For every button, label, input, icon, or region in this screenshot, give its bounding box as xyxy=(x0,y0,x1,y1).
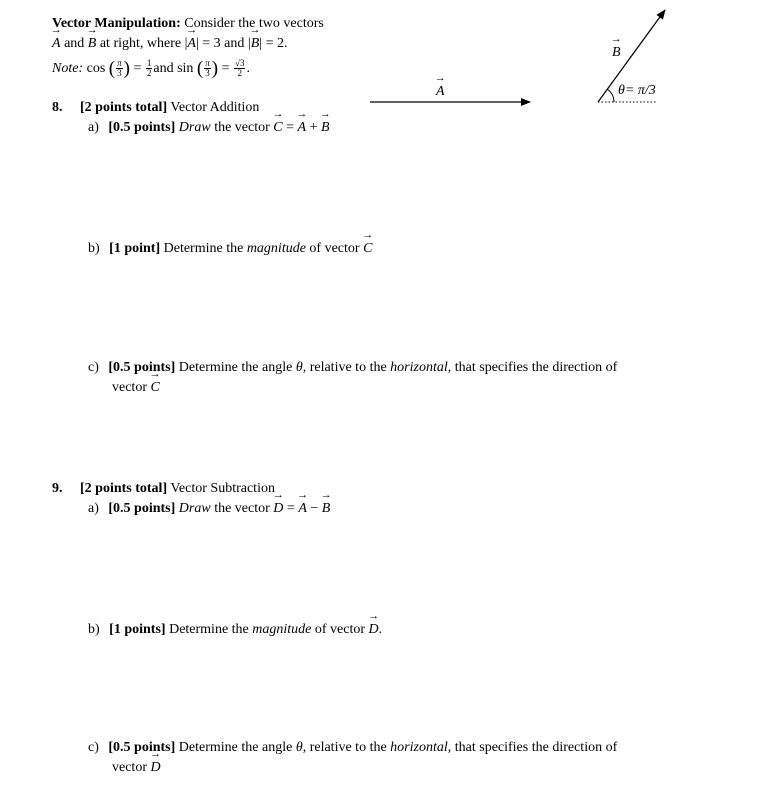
q9-points: [2 points total] xyxy=(80,481,168,496)
q8-number: 8. xyxy=(52,100,63,115)
q9c-text2: , relative to the xyxy=(302,740,387,755)
intro-where: at right, where xyxy=(99,36,182,51)
note-label: Note: xyxy=(52,61,84,76)
q9a-eq: = xyxy=(286,501,295,516)
figure-label-B xyxy=(612,44,621,62)
q8-points: [2 points total] xyxy=(80,100,168,115)
q8b xyxy=(88,240,372,258)
figure-angle-label: θ= π/3 xyxy=(618,83,656,98)
q9b-text2: of vector xyxy=(314,622,366,637)
vector-A-symbol: → A xyxy=(52,35,61,53)
frac-3-2: 3 xyxy=(205,68,210,79)
q9b xyxy=(88,621,382,639)
q8b-points: [1 point] xyxy=(109,241,161,256)
figure-B-text: → B xyxy=(612,44,621,62)
q8c-text3: , that specifies the direction of xyxy=(447,360,618,375)
q8c-text2: , relative to the xyxy=(302,360,387,375)
q9b-letter: b) xyxy=(88,622,100,637)
q9c-vector-D: → D xyxy=(150,759,160,777)
q8a xyxy=(88,119,330,137)
q8c-emph: horizontal xyxy=(390,360,448,375)
q8c-points: [0.5 points] xyxy=(108,360,176,375)
q8c-vector-word: vector xyxy=(112,380,147,395)
eq-2: = xyxy=(221,61,230,76)
q9a-points: [0.5 points] xyxy=(108,501,176,516)
intro-consider: Consider the two vectors xyxy=(184,16,324,31)
q9b-text1: Determine the xyxy=(169,622,249,637)
q9b-vector-D: → D xyxy=(369,621,379,639)
frac-pi-2: π xyxy=(205,58,210,69)
q9b-points: [1 points] xyxy=(109,622,166,637)
sin-label: sin xyxy=(177,61,194,76)
q9c-text1: Determine the angle xyxy=(178,740,293,755)
q9c-emph: horizontal xyxy=(390,740,448,755)
angle-arc xyxy=(607,89,614,102)
q8a-plus: + xyxy=(309,120,318,135)
frac-pi: π xyxy=(117,58,122,69)
q8b-letter: b) xyxy=(88,241,100,256)
mag-B-value: = 2. xyxy=(265,36,288,51)
q9a-minus: − xyxy=(310,501,319,516)
q8-title: Vector Addition xyxy=(170,100,260,115)
frac-2b: 2 xyxy=(237,68,242,79)
q9c-points: [0.5 points] xyxy=(108,740,176,755)
q9a xyxy=(88,500,330,518)
q9c-letter: c) xyxy=(88,740,99,755)
q8c-vector-C: → C xyxy=(150,379,159,397)
q8a-vector-A: → A xyxy=(298,119,307,137)
q9a-vector-B: → B xyxy=(322,500,331,518)
q8a-verb: Draw xyxy=(178,120,211,135)
frac-sqrt3: √3 xyxy=(235,58,245,69)
cos-label: cos xyxy=(86,61,106,76)
mag-A-value: = 3 and xyxy=(202,36,245,51)
q9a-vector-A: → A xyxy=(298,500,307,518)
eq-1: = xyxy=(133,61,142,76)
frac-2: 2 xyxy=(146,68,152,79)
intro-title: Vector Manipulation: xyxy=(52,16,181,31)
q9-title: Vector Subtraction xyxy=(170,481,275,496)
note-period: . xyxy=(246,61,250,76)
q8c-text1: Determine the angle xyxy=(178,360,293,375)
frac-3: 3 xyxy=(117,68,122,79)
q9-header xyxy=(52,480,275,498)
q9c-theta: θ xyxy=(295,740,303,755)
mag-A-symbol: → A xyxy=(187,35,196,53)
q8c xyxy=(88,359,617,377)
frac-1: 1 xyxy=(146,58,152,69)
q9a-vector-D: → D xyxy=(273,500,283,518)
q9c-line2 xyxy=(112,759,161,777)
q8b-text1: Determine the xyxy=(163,241,244,256)
q8-header xyxy=(52,99,259,117)
q9-number: 9. xyxy=(52,481,63,496)
q8a-vector-C: → C xyxy=(273,119,282,137)
vector-B-symbol: → B xyxy=(88,35,97,53)
q8a-text: the vector xyxy=(214,120,270,135)
figure-label-A xyxy=(436,83,445,101)
magnitude-B: |→ B| xyxy=(248,36,262,51)
q8c-letter: c) xyxy=(88,360,99,375)
q8c-line2 xyxy=(112,379,160,397)
intro-and: and xyxy=(64,36,85,51)
q9c xyxy=(88,739,617,757)
q8b-vector-C: → C xyxy=(363,240,372,258)
q9b-period: . xyxy=(378,622,383,637)
q8a-letter: a) xyxy=(88,120,99,135)
q8a-vector-B: → B xyxy=(321,119,330,137)
q8a-eq: = xyxy=(286,120,295,135)
intro-note: Note: cos ( $\frac{\pi}{3}$ ) = $\frac{1}{2}$ and sin ( $\frac{\pi}{3}$ ) = $\frac{√3}{2}$ . xyxy=(52,57,250,79)
q9a-verb: Draw xyxy=(178,501,211,516)
mag-B-symbol: → B xyxy=(251,35,260,53)
q9a-text: the vector xyxy=(214,501,270,516)
q8b-text2: of vector xyxy=(309,241,360,256)
q9b-emph: magnitude xyxy=(252,622,312,637)
q9a-letter: a) xyxy=(88,501,99,516)
q9c-text3: , that specifies the direction of xyxy=(447,740,618,755)
q8c-theta: θ xyxy=(295,360,303,375)
note-and: and xyxy=(153,61,174,76)
q9c-vector-word: vector xyxy=(112,760,147,775)
q8b-emph: magnitude xyxy=(246,241,306,256)
figure-A-text: → A xyxy=(436,83,445,101)
q8a-points: [0.5 points] xyxy=(108,120,176,135)
magnitude-A: |→ A| xyxy=(185,36,199,51)
